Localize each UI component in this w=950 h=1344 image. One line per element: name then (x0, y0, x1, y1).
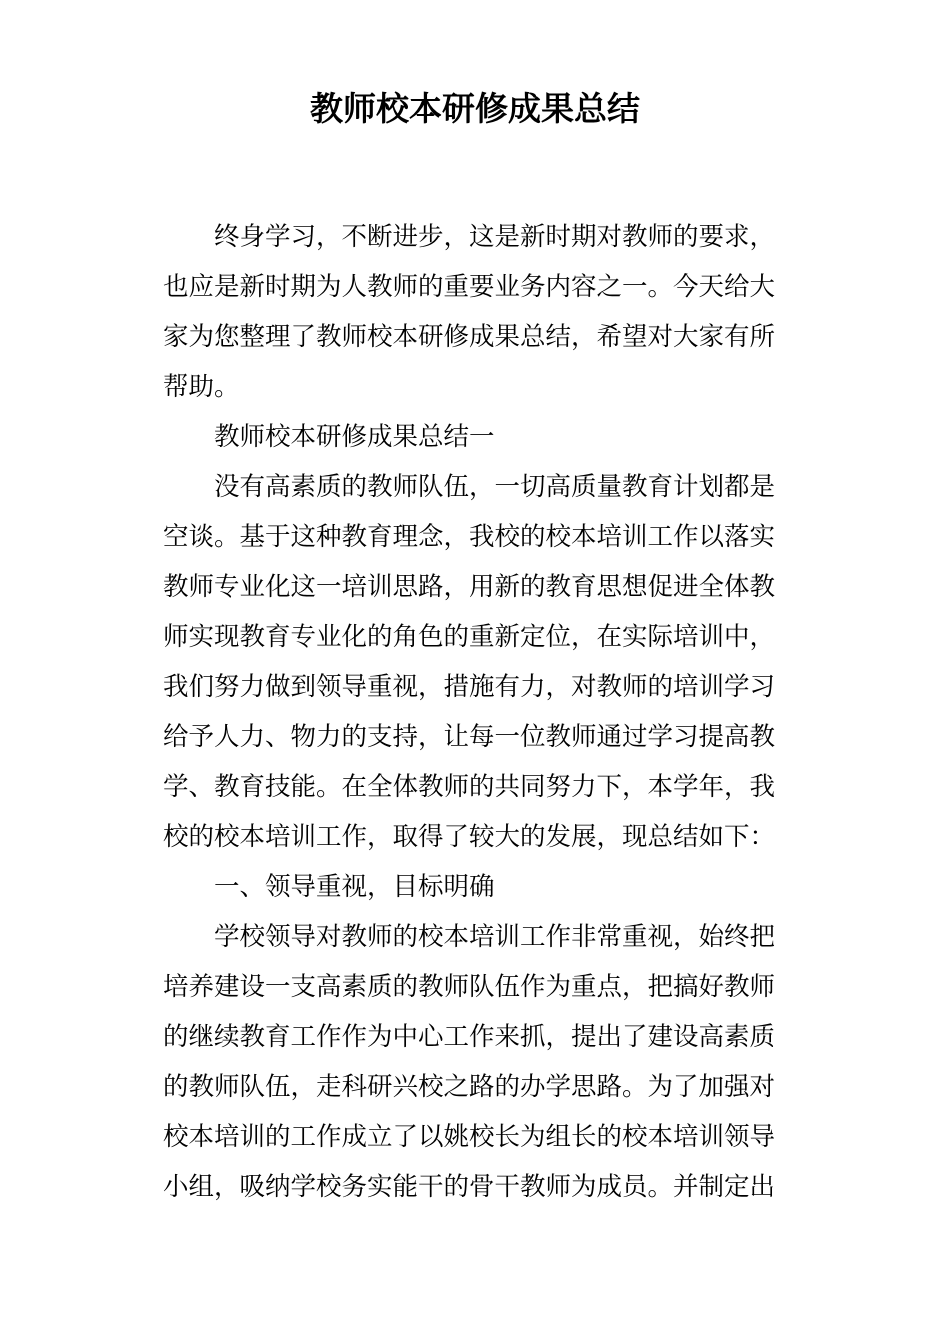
paragraph-intro: 终身学习，不断进步，这是新时期对教师的要求，也应是新时期为人教师的重要业务内容之一。今天给大家为您整理了教师校本研修成果总结，希望对大家有所帮助。 (163, 222, 776, 402)
document-title: 教师校本研修成果总结 (310, 89, 640, 128)
section-heading-summary-one: 教师校本研修成果总结一 (214, 422, 495, 452)
section-heading-leadership: 一、领导重视，目标明确 (214, 872, 495, 902)
document-body (163, 212, 775, 1212)
paragraph-background: 没有高素质的教师队伍，一切高质量教育计划都是空谈。基于这种教育理念，我校的校本培训工作以落实教师专业化这一培训思路，用新的教育思想促进全体教师实现教育专业化的角色的重新定位，在实际培训中，我们努力做到领导重视，措施有力，对教师的培训学习给予人力、物力的支持，让每一位教师通过学习提高教学、教育技能。在全体教师的共同努力下，本学年，我校的校本培训工作，取得了较大的发展，现总结如下： (163, 472, 776, 852)
paragraph-leadership: 学校领导对教师的校本培训工作非常重视，始终把培养建设一支高素质的教师队伍作为重点，把搞好教师的继续教育工作作为中心工作来抓，提出了建设高素质的教师队伍，走科研兴校之路的办学思路。为了加强对校本培训的工作成立了以姚校长为组长的校本培训领导小组，吸纳学校务实能干的骨干教师为成员。并制定出 (163, 922, 776, 1202)
